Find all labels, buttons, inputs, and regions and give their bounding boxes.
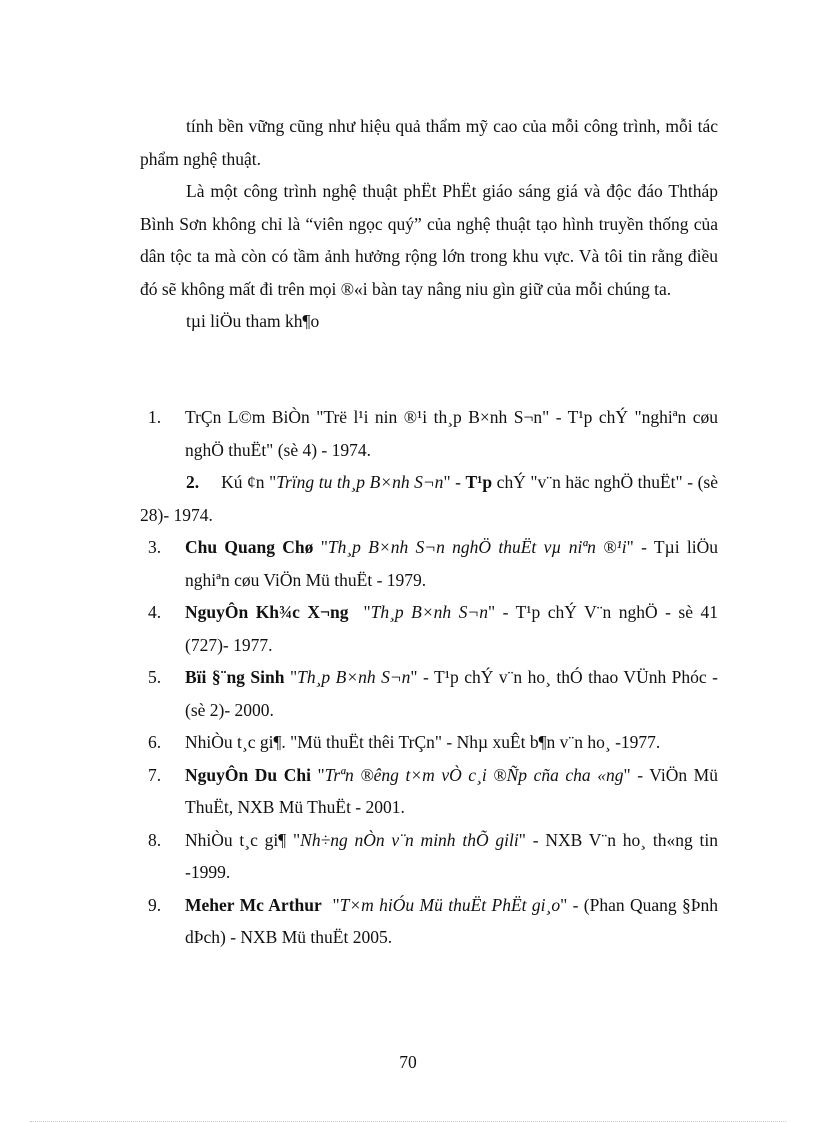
paragraph-2: Là một công trình nghệ thuật phËt PhËt giáo sáng giá và độc đáo Ththáp Bình Sơn không chỉ là “viên ngọc quý” của nghệ thuật tạo hình truyền thống của dân tộc ta mà còn có tầm ảnh hưởng rộng lớn trong khu vực. Và tôi tin rằng điều đó sẽ không mất đi trên mọi ®«i bàn tay nâng niu gìn giữ của mỗi chúng ta.: [140, 181, 718, 299]
references-list: [140, 401, 718, 954]
reference-item: 5. Bïi §¨ng Sinh "Th¸p B×nh S¬n" - T¹p chÝ v¨n ho¸ thÓ thao VÜnh Phóc - (sè 2)- 2000.: [148, 667, 718, 720]
reference-item: 2. Kú ¢n "Trïng tu th¸p B×nh S¬n" - T¹p chÝ "v¨n häc nghÖ thuËt" - (sè 28)- 1974.: [140, 472, 718, 525]
reference-item: 1. TrÇn L©m BiÒn "Trë l¹i nin ®¹i th¸p B×nh S¬n" - T¹p chÝ "nghiªn cøu nghÖ thuËt" (sè 4) - 1974.: [148, 407, 718, 460]
references-heading: tµi liÖu tham kh¶o: [186, 311, 320, 331]
bottom-divider: [30, 1121, 786, 1122]
reference-item: 7. NguyÔn Du Chi "Trªn ®êng t×m vÒ c¸i ®Ñp cña cha «ng" - ViÖn Mü ThuËt, NXB Mü ThuËt - 2001.: [148, 764, 718, 817]
reference-item: 9. Meher Mc Arthur "T×m hiÓu Mü thuËt PhËt gi¸o" - (Phan Quang §Þnh dÞch) - NXB Mü thuËt 2005.: [148, 894, 718, 947]
reference-item: 8. NhiÒu t¸c gi¶ "Nh÷ng nÒn v¨n minh thÕ gili" - NXB V¨n ho¸ th«ng tin -1999.: [148, 829, 719, 882]
paragraph-1: tính bền vững cũng như hiệu quả thẩm mỹ cao của mỗi công trình, mỗi tác phẩm nghệ thuật.: [140, 116, 718, 169]
reference-item: 4. NguyÔn Kh¾c X¬ng "Th¸p B×nh S¬n" - T¹p chÝ V¨n nghÖ - sè 41 (727)- 1977.: [148, 602, 718, 655]
reference-item: 6. NhiÒu t¸c gi¶. "Mü thuËt thêi TrÇn" - Nhµ xuÊt b¶n v¨n ho¸ -1977.: [148, 732, 661, 752]
body-text: [140, 110, 718, 338]
page-number: 70: [399, 1052, 417, 1072]
reference-item: 3. Chu Quang Chø "Th¸p B×nh S¬n nghÖ thuËt vµ niªn ®¹i" - Tµi liÖu nghiªn cøu ViÖn Mü thuËt - 1979.: [148, 537, 718, 590]
